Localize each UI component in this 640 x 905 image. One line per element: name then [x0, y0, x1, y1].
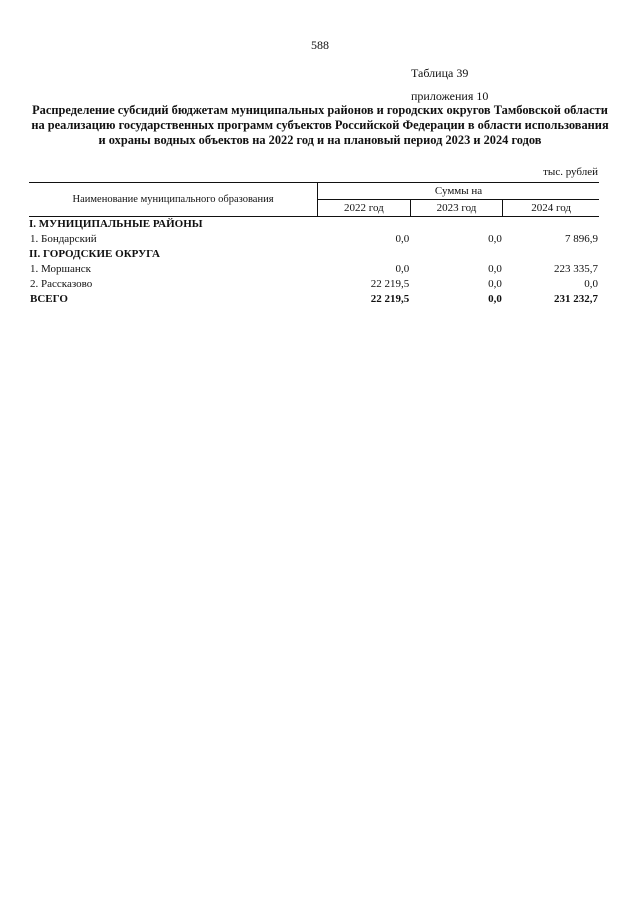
table-row — [29, 232, 599, 247]
row-value-2023: 0,0 — [488, 233, 502, 245]
year-header-2024: 2024 год — [503, 200, 599, 217]
row-name: 1. Моршанск — [30, 263, 91, 275]
row-value-2024: 223 335,7 — [554, 263, 598, 275]
row-name: II. ГОРОДСКИЕ ОКРУГА — [29, 248, 160, 260]
table-row — [29, 262, 599, 277]
row-value-2022: 22 219,5 — [370, 293, 410, 305]
row-value-2023: 0,0 — [488, 293, 502, 305]
row-name: 1. Бондарский — [30, 233, 97, 245]
row-name: I. МУНИЦИПАЛЬНЫЕ РАЙОНЫ — [29, 218, 203, 230]
row-value-2024: 231 232,7 — [554, 293, 598, 305]
appendix-label: приложения 10 — [411, 89, 489, 103]
year-header-2022: 2022 год — [318, 200, 411, 217]
table-row — [29, 277, 599, 292]
sums-column-header: Суммы на — [318, 183, 599, 200]
page-number: 588 — [311, 38, 329, 52]
row-value-2024: 7 896,9 — [565, 233, 598, 245]
units-label: тыс. рублей — [543, 166, 598, 178]
row-value-2024: 0,0 — [584, 278, 598, 290]
row-value-2023 — [410, 217, 503, 233]
row-value-2023 — [410, 247, 503, 262]
name-column-header: Наименование муниципального образования — [29, 183, 318, 217]
year-header-2023: 2023 год — [410, 200, 503, 217]
table-row — [29, 247, 599, 262]
row-name: ВСЕГО — [30, 293, 68, 305]
row-value-2022: 22 219,5 — [370, 278, 410, 290]
subsidy-table — [29, 182, 599, 307]
row-value-2022: 0,0 — [395, 233, 410, 245]
row-value-2024 — [503, 217, 599, 233]
row-name: 2. Рассказово — [30, 278, 93, 290]
table-label: Таблица 39 — [411, 66, 469, 80]
table-header-row — [29, 183, 599, 200]
row-value-2022 — [318, 247, 411, 262]
row-value-2022: 0,0 — [395, 263, 410, 275]
row-value-2024 — [503, 247, 599, 262]
table-row — [29, 217, 599, 233]
row-value-2023: 0,0 — [488, 263, 502, 275]
row-value-2023: 0,0 — [488, 278, 502, 290]
document-title: Распределение субсидий бюджетам муниципальных районов и городских округов Тамбовской области на реализацию государственных программ субъектов Российской Федерации в области использования и охраны водных объектов на 2022 год и на плановый период 2023 и 2024 годов — [31, 103, 609, 147]
total-row — [29, 292, 599, 307]
row-value-2022 — [318, 217, 411, 233]
